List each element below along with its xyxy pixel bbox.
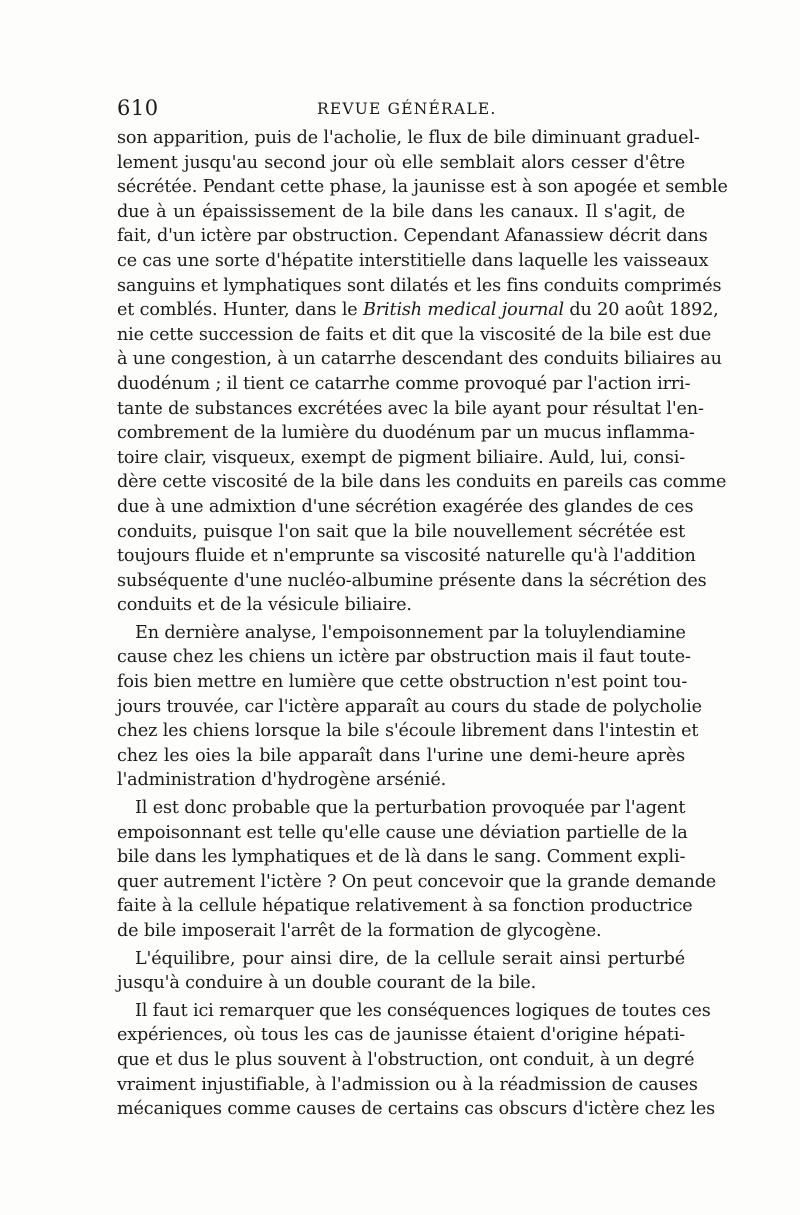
text-line: son apparition, puis de l'acholie, le flux de bile diminuant graduel- xyxy=(117,128,700,148)
text-line: sécrétée. Pendant cette phase, la jaunisse est à son apogée et semble xyxy=(117,177,728,198)
text-line: quer autrement l'ictère ? On peut concevoir que la grande demande xyxy=(117,871,717,892)
text-line: empoisonnant est telle qu'elle cause une déviation partielle de la xyxy=(117,822,688,843)
text-line: vraiment injustifiable, à l'admission ou à la réadmission de causes xyxy=(117,1074,698,1095)
text-line: fois bien mettre en lumière que cette obstruction n'est point tou- xyxy=(117,672,688,693)
text-line: due à une admixtion d'une sécrétion exagérée des glandes de ces xyxy=(117,496,694,517)
text-line: mécaniques comme causes de certains cas obscurs d'ictère chez les xyxy=(117,1099,715,1120)
text-line: bile dans les lymphatiques et de là dans le sang. Comment expli- xyxy=(117,847,686,868)
paragraph xyxy=(117,621,702,793)
text-line: nie cette succession de faits et dit que la viscosité de la bile est due xyxy=(117,324,712,345)
text-line: dère cette viscosité de la bile dans les conduits en pareils cas comme xyxy=(117,472,727,493)
page-header xyxy=(117,96,683,126)
text-line: Il faut ici remarquer que les conséquences logiques de toutes ces xyxy=(135,1000,711,1021)
text-line: due à un épaississement de la bile dans les canaux. Il s'agit, de xyxy=(117,201,685,222)
paragraph xyxy=(117,126,728,618)
text-line: sanguins et lymphatiques sont dilatés et les fins conduits comprimés xyxy=(117,275,722,296)
text-line: lement jusqu'au second jour où elle semblait alors cesser d'être xyxy=(117,152,685,173)
text-line: En dernière analyse, l'empoisonnement par la toluylendiamine xyxy=(135,622,686,643)
text-line: Il est donc probable que la perturbation provoquée par l'agent xyxy=(135,798,686,819)
text-line: à une congestion, à un catarrhe descendant des conduits biliaires au xyxy=(117,349,722,370)
text-line: ce cas une sorte d'hépatite interstitielle dans laquelle les vaisseaux xyxy=(117,250,709,271)
text-line: combrement de la lumière du duodénum par un mucus inflamma- xyxy=(117,423,695,444)
text-line: toujours fluide et n'emprunte sa viscosité naturelle qu'à l'addition xyxy=(117,546,696,567)
text-line: jusqu'à conduire à un double courant de la bile. xyxy=(117,973,537,994)
text-line: conduits et de la vésicule biliaire. xyxy=(117,595,412,616)
text-line: tante de substances excrétées avec la bile ayant pour résultat l'en- xyxy=(117,398,704,419)
text-line: chez les oies la bile apparaît dans l'urine une demi-heure après xyxy=(117,745,685,766)
text-line: cause chez les chiens un ictère par obstruction mais il faut toute- xyxy=(117,647,691,668)
paragraph xyxy=(117,947,685,996)
running-head: REVUE GÉNÉRALE. xyxy=(317,100,497,118)
text-line: fait, d'un ictère par obstruction. Cependant Afanassiew décrit dans xyxy=(117,226,708,247)
text-line: faite à la cellule hépatique relativement à sa fonction productrice xyxy=(117,896,693,917)
text-line: jours trouvée, car l'ictère apparaît au cours du stade de polycholie xyxy=(117,696,702,717)
paragraph xyxy=(117,999,715,1122)
text-line: l'administration d'hydrogène arsénié. xyxy=(117,770,447,791)
body-text xyxy=(117,126,728,1122)
text-line: expériences, où tous les cas de jaunisse étaient d'origine hépati- xyxy=(117,1025,685,1046)
text-line: conduits, puisque l'on sait que la bile nouvellement sécrétée est xyxy=(117,521,685,542)
text-line: et comblés. Hunter, dans le British medical journal du 20 août 1892, xyxy=(117,300,719,321)
text-line: chez les chiens lorsque la bile s'écoule librement dans l'intestin et xyxy=(117,721,699,742)
page-number: 610 xyxy=(117,96,159,120)
text-line: subséquente d'une nucléo-albumine présente dans la sécrétion des xyxy=(117,570,707,591)
text-line: de bile imposerait l'arrêt de la formation de glycogène. xyxy=(117,921,602,941)
text-line: que et dus le plus souvent à l'obstruction, ont conduit, à un degré xyxy=(117,1049,695,1070)
text-line: duodénum ; il tient ce catarrhe comme provoqué par l'action irri- xyxy=(117,373,691,394)
text-line: L'équilibre, pour ainsi dire, de la cellule serait ainsi perturbé xyxy=(135,948,685,969)
paragraph xyxy=(117,796,717,944)
text-line: toire clair, visqueux, exempt de pigment biliaire. Auld, lui, consi- xyxy=(117,447,685,468)
